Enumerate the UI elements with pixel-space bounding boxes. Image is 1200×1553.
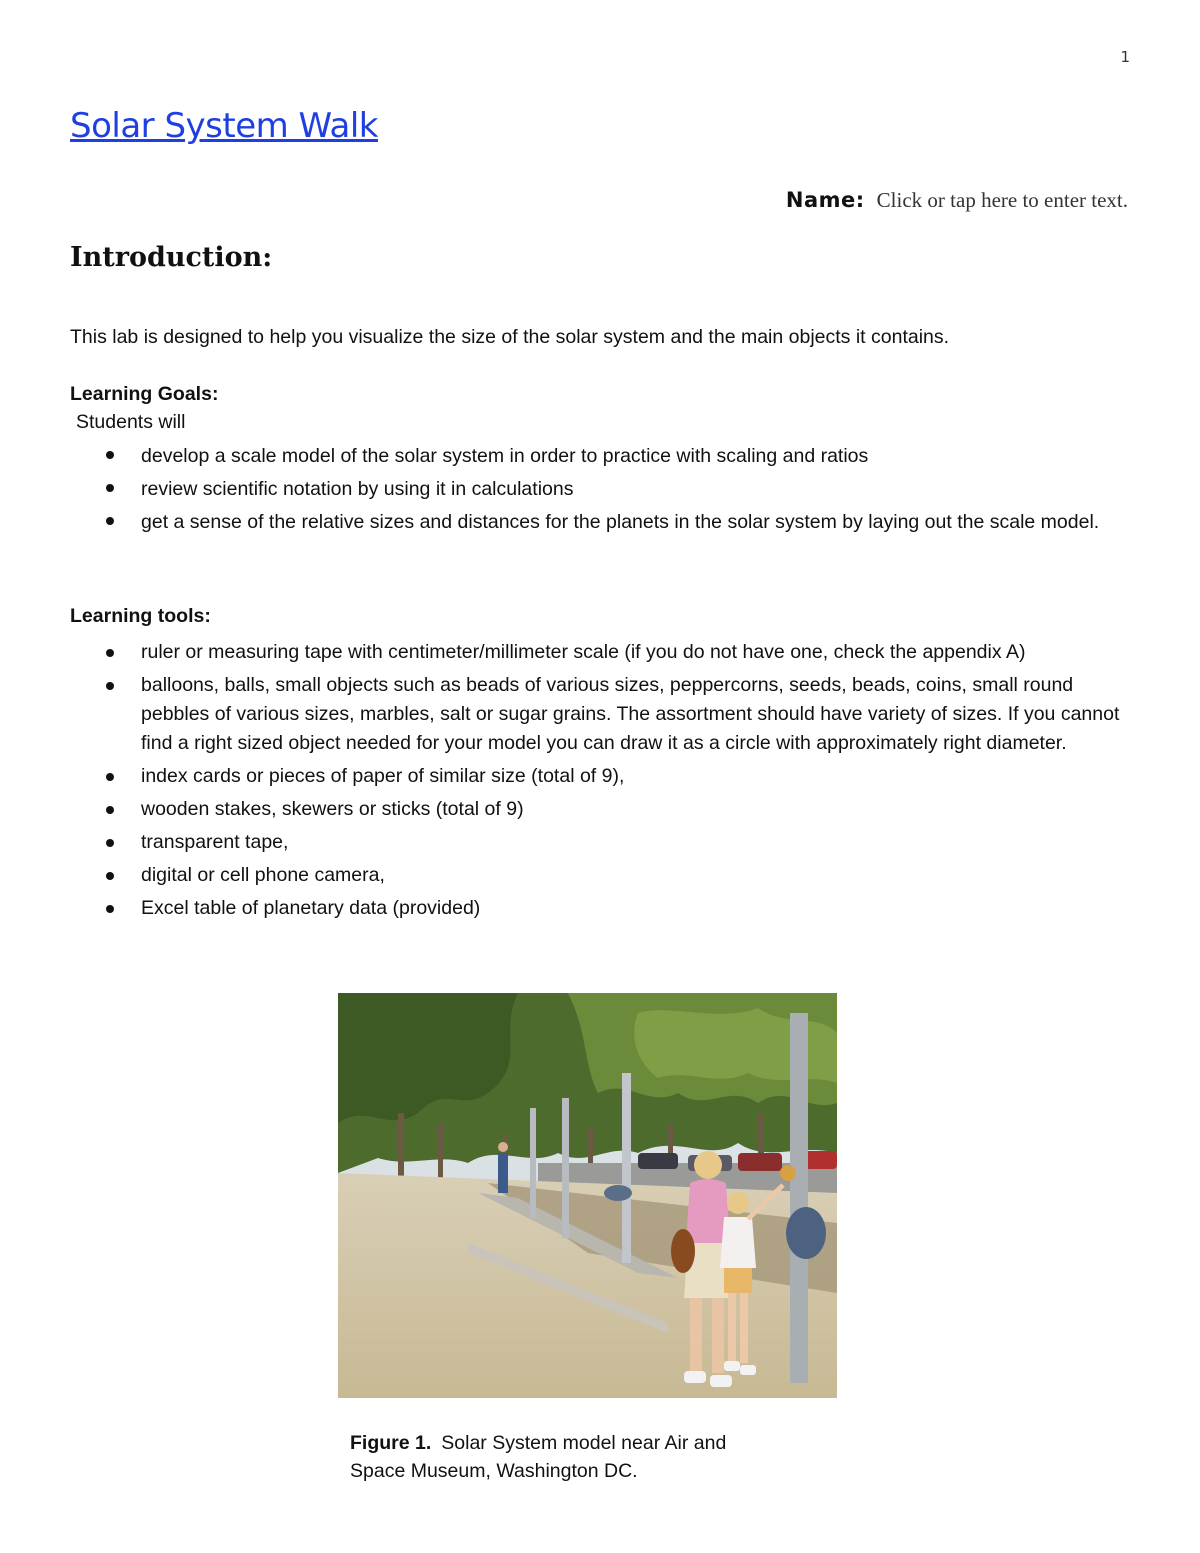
- list-item: [70, 473, 1130, 505]
- bullet-icon: [106, 872, 114, 880]
- figure-label: Figure 1.: [350, 1432, 432, 1454]
- list-item-text: develop a scale model of the solar system in order to practice with scaling and ratios: [141, 445, 869, 467]
- list-item: [70, 506, 1130, 538]
- list-item: [70, 894, 1130, 923]
- bullet-icon: [106, 649, 114, 657]
- introduction-heading: Introduction:: [70, 242, 273, 273]
- bullet-icon: [106, 484, 114, 492]
- figure-photo: [338, 993, 837, 1398]
- document-title[interactable]: Solar System Walk: [70, 106, 378, 146]
- figure-caption: [350, 1429, 730, 1485]
- list-item-text: Excel table of planetary data (provided): [141, 897, 481, 919]
- bullet-icon: [106, 682, 114, 690]
- name-text-field[interactable]: Click or tap here to enter text.: [876, 188, 1128, 212]
- bullet-icon: [106, 839, 114, 847]
- learning-goals-lead: Students will: [76, 411, 186, 433]
- list-item-text: index cards or pieces of paper of similar size (total of 9),: [141, 765, 625, 787]
- list-item-text: transparent tape,: [141, 831, 289, 853]
- list-item-text: ruler or measuring tape with centimeter/millimeter scale (if you do not have one, check the appendix A): [141, 641, 1026, 663]
- learning-tools-list: [70, 638, 1130, 927]
- bullet-icon: [106, 905, 114, 913]
- list-item-text: review scientific notation by using it in calculations: [141, 478, 574, 500]
- list-item: [70, 861, 1130, 890]
- bullet-icon: [106, 517, 114, 525]
- list-item-text: get a sense of the relative sizes and distances for the planets in the solar system by laying out the scale model.: [141, 511, 1100, 533]
- list-item: [70, 638, 1130, 667]
- learning-tools-heading: Learning tools:: [70, 605, 211, 627]
- name-label: Name:: [785, 188, 865, 212]
- bullet-icon: [106, 773, 114, 781]
- list-item-text: balloons, balls, small objects such as beads of various sizes, peppercorns, seeds, beads, coins, small round pebbles of various sizes, marbles, salt or sugar grains. The assortment should have variety of sizes. If you cannot find a right sized object needed for your model you can draw it as a circle with approximately right diameter.: [141, 674, 1120, 754]
- name-line: [786, 188, 1128, 213]
- list-item: [70, 762, 1130, 791]
- list-item: [70, 795, 1130, 824]
- learning-goals-list: [70, 440, 1130, 539]
- list-item-text: wooden stakes, skewers or sticks (total of 9): [141, 798, 524, 820]
- list-item: [70, 671, 1130, 758]
- list-item: [70, 828, 1130, 857]
- bullet-icon: [106, 451, 114, 459]
- introduction-text: This lab is designed to help you visualize the size of the solar system and the main objects it contains.: [70, 326, 950, 348]
- list-item: [70, 440, 1130, 472]
- learning-goals-heading: Learning Goals:: [70, 383, 219, 405]
- page-number: 1: [1120, 48, 1130, 66]
- bullet-icon: [106, 806, 114, 814]
- list-item-text: digital or cell phone camera,: [141, 864, 385, 886]
- solar-system-walk-photo: [338, 993, 837, 1398]
- figure-caption-text: Solar System model near Air and Space Museum, Washington DC.: [350, 1432, 727, 1482]
